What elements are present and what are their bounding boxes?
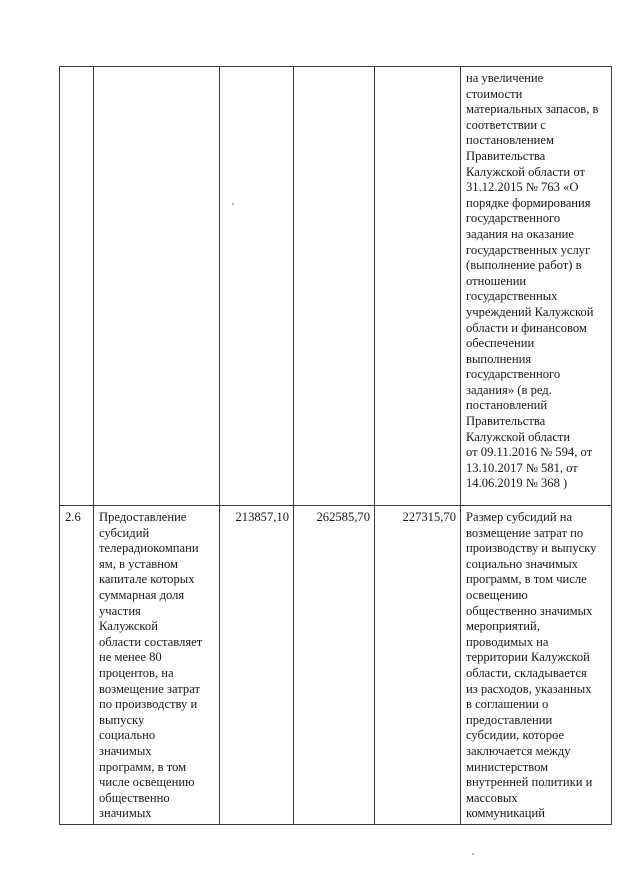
scan-speck (472, 853, 474, 855)
scan-speck (232, 203, 234, 205)
budget-table (59, 66, 612, 825)
row1-value1-cell (220, 67, 294, 506)
row2-name-cell: Предоставление субсидий телерадиокомпани ям, в уставном капитале которых суммарная доля участия Калужской области составляет не менее 80 процентов, на возмещение затрат по производству и выпуску социально значимых программ, в том числе освещению общественно значимых (94, 506, 220, 825)
row2-description-cell: Размер субсидий на возмещение затрат по производству и выпуску социально значимых программ, в том числе освещению общественно значимых мероприятий, проводимых на территории Калужской области, складывается из расходов, указанных в соглашении о предоставлении субсидии, которое заключается между министерством внутренней политики и массовых коммуникаций (461, 506, 612, 825)
row1-value2-cell (294, 67, 375, 506)
row2-value3-cell: 227315,70 (375, 506, 461, 825)
table-row (60, 506, 612, 825)
table-row (60, 67, 612, 506)
row1-name-cell (94, 67, 220, 506)
row2-number-cell: 2.6 (60, 506, 94, 825)
row1-value3-cell (375, 67, 461, 506)
row2-value2-cell: 262585,70 (294, 506, 375, 825)
row1-description-cell: на увеличение стоимости материальных запасов, в соответствии с постановлением Правительства Калужской области от 31.12.2015 № 763 «О порядке формирования государственного задания на оказание государственных услуг (выполнение работ) в отношении государственных учреждений Калужской области и финансовом обеспечении выполнения государственного задания» (в ред. постановлений Правительства Калужской области от 09.11.2016 № 594, от 13.10.2017 № 581, от 14.06.2019 № 368 ) (461, 67, 612, 506)
row1-number-cell (60, 67, 94, 506)
row2-value1-cell: 213857,10 (220, 506, 294, 825)
